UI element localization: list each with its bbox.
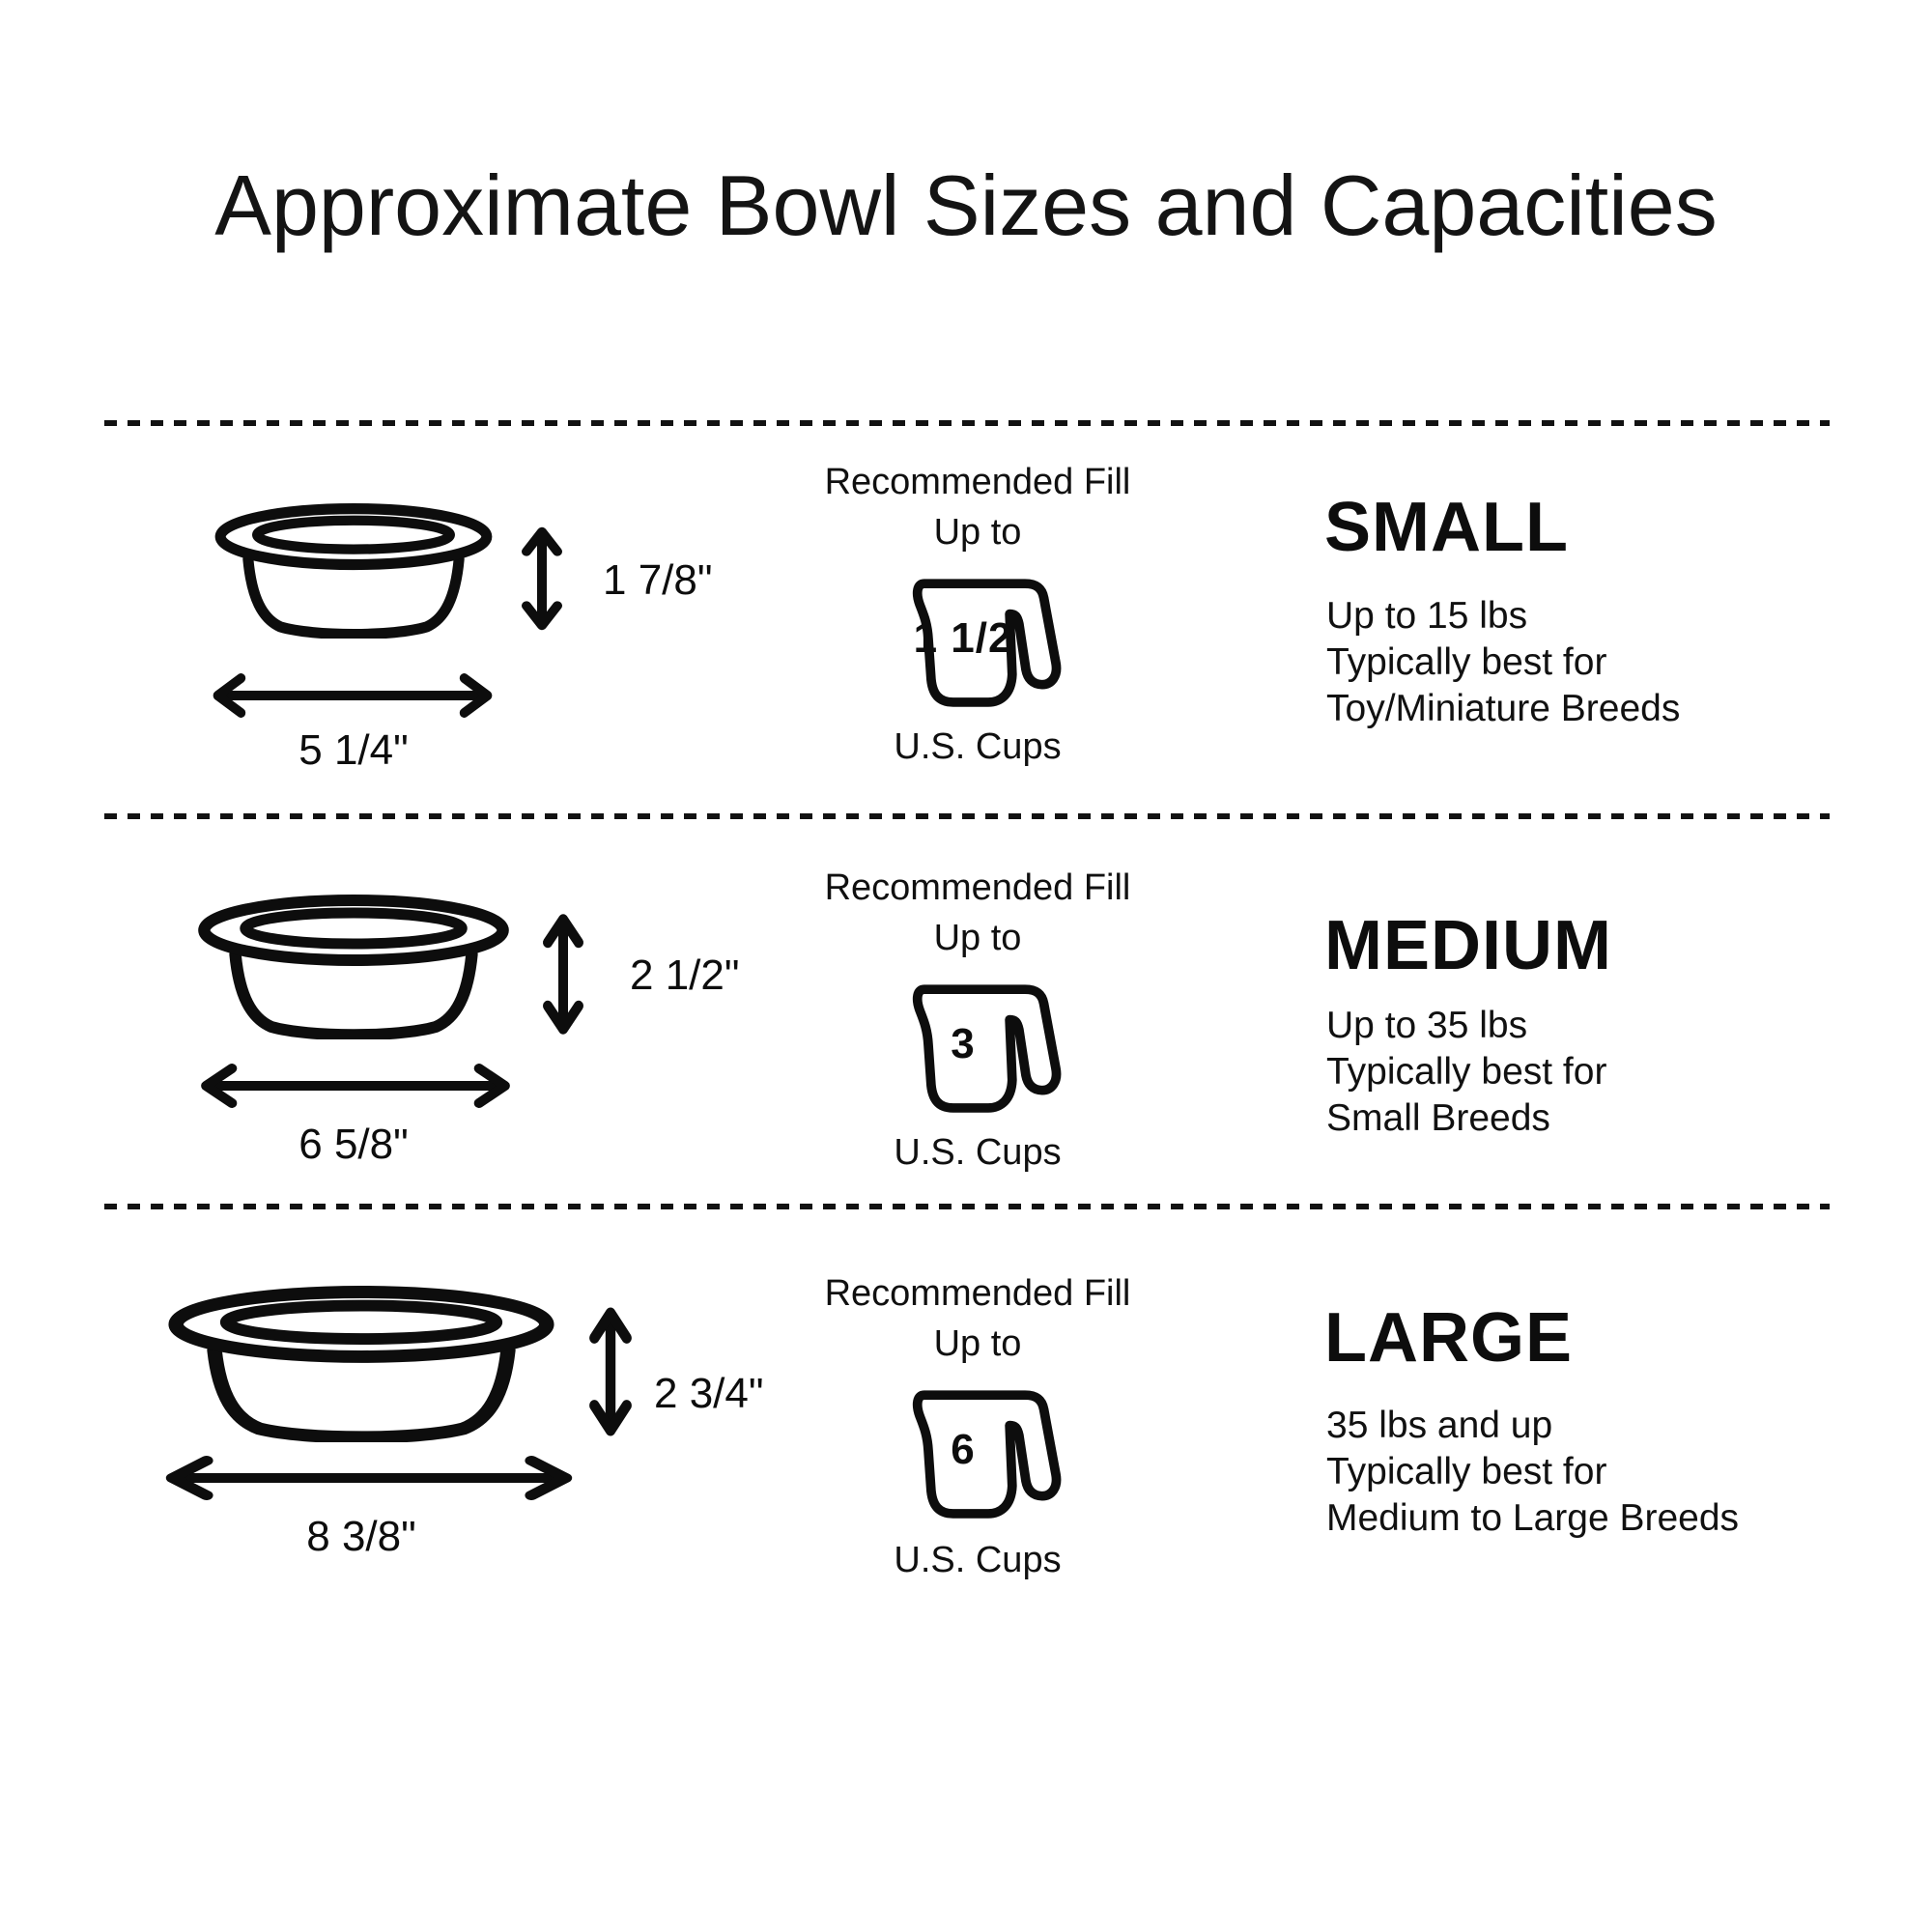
desc-line: Up to 35 lbs [1326, 1005, 1528, 1046]
size-label: MEDIUM [1324, 907, 1612, 984]
cup-value: 1 1/2 [913, 614, 1013, 662]
bowl-width-label: 5 1/4" [298, 726, 409, 774]
height-arrow-icon [586, 1304, 635, 1439]
bowl-icon [193, 895, 514, 1039]
divider-dashed-3 [104, 1204, 1830, 1209]
bowl-width-label: 6 5/8" [298, 1121, 409, 1168]
fill-title: Recommended Fill [824, 867, 1131, 908]
desc-line: Typically best for [1326, 1451, 1607, 1492]
cups-unit-label: U.S. Cups [894, 726, 1062, 767]
desc-line: Toy/Miniature Breeds [1326, 688, 1681, 729]
desc-line: Medium to Large Breeds [1326, 1497, 1740, 1539]
desc-line: Up to 15 lbs [1326, 595, 1528, 637]
bowl-icon [162, 1286, 560, 1442]
width-arrow-icon [209, 672, 497, 719]
desc-line: Small Breeds [1326, 1097, 1550, 1139]
cup-value: 6 [951, 1426, 976, 1473]
bowl-icon [211, 503, 497, 639]
fill-title: Recommended Fill [824, 1273, 1131, 1314]
size-description [1326, 1403, 1739, 1542]
fill-subtitle: Up to [933, 512, 1022, 553]
desc-line: 35 lbs and up [1326, 1405, 1553, 1446]
bowl-height-label: 2 1/2" [630, 952, 740, 999]
width-arrow-icon [196, 1063, 515, 1109]
desc-line: Typically best for [1326, 641, 1607, 683]
divider-dashed-2 [104, 813, 1830, 819]
height-arrow-icon [519, 525, 565, 633]
size-description [1326, 593, 1680, 732]
bowl-width-label: 8 3/8" [306, 1513, 416, 1560]
fill-subtitle: Up to [933, 918, 1022, 958]
size-label: LARGE [1324, 1299, 1573, 1377]
cups-unit-label: U.S. Cups [894, 1540, 1062, 1580]
bowl-height-label: 2 3/4" [654, 1370, 764, 1417]
cup-value: 3 [951, 1020, 976, 1067]
cups-unit-label: U.S. Cups [894, 1132, 1062, 1173]
size-label: SMALL [1324, 489, 1569, 566]
fill-subtitle: Up to [933, 1323, 1022, 1364]
bowl-height-label: 1 7/8" [603, 556, 713, 604]
desc-line: Typically best for [1326, 1051, 1607, 1093]
divider-dashed-1 [104, 420, 1830, 426]
width-arrow-icon [159, 1455, 579, 1501]
fill-title: Recommended Fill [824, 462, 1131, 502]
height-arrow-icon [540, 911, 586, 1037]
page-title: Approximate Bowl Sizes and Capacities [214, 157, 1718, 253]
size-description [1326, 1003, 1606, 1142]
